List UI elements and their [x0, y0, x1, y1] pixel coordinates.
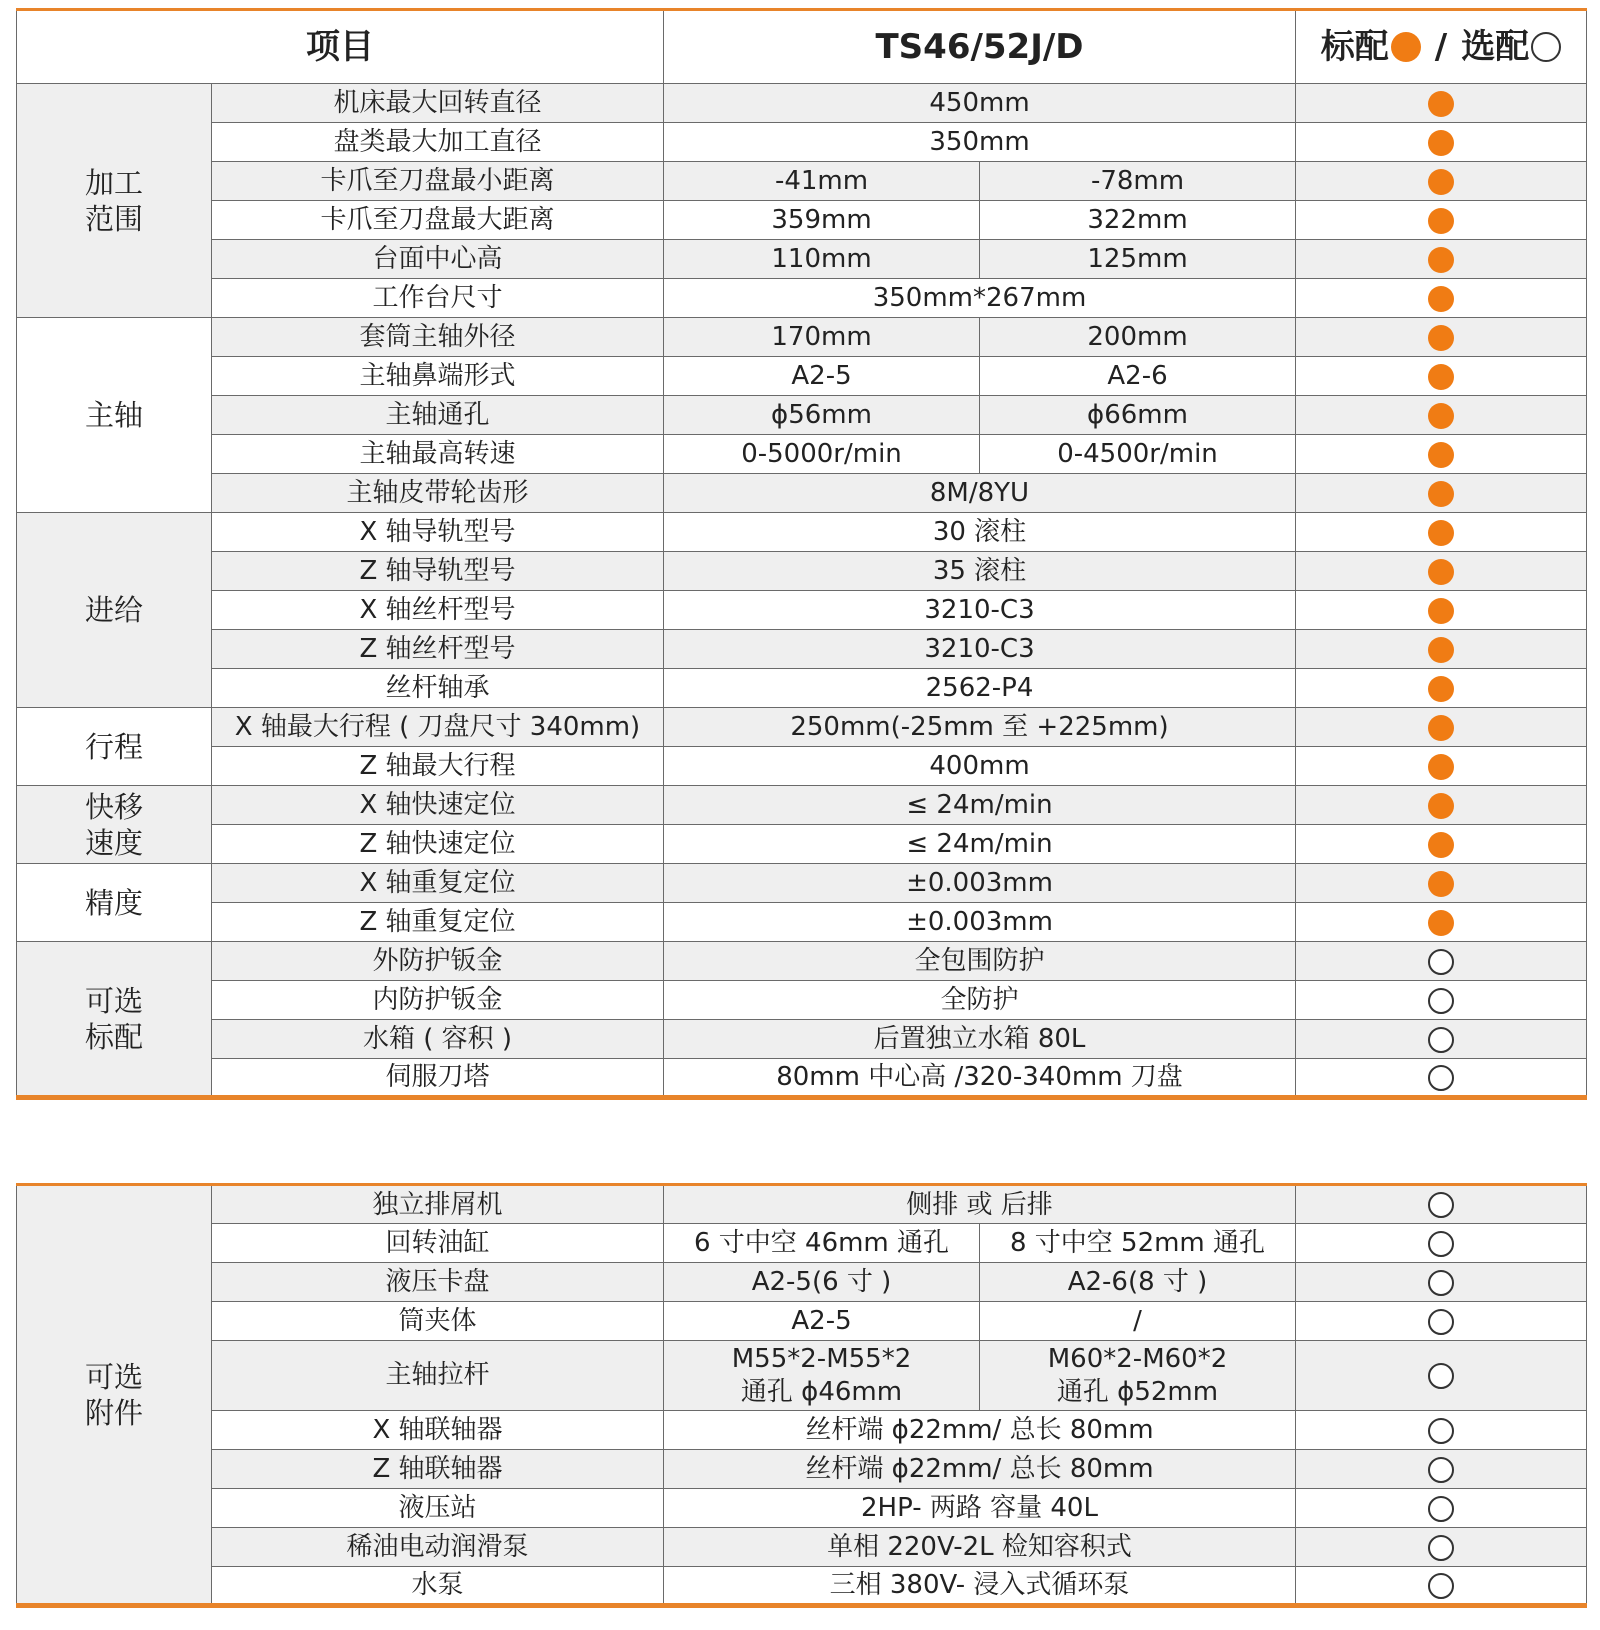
- value-cell: ±0.003mm: [664, 864, 1296, 903]
- item-cell: 水箱 ( 容积 ): [212, 1020, 664, 1059]
- table-row: [17, 630, 1587, 669]
- value-cell-52: /: [980, 1302, 1296, 1341]
- config-cell: [1296, 864, 1587, 903]
- value-cell-46: M55*2-M55*2 通孔 ϕ46mm: [664, 1341, 980, 1411]
- config-cell: [1296, 1020, 1587, 1059]
- config-cell: [1296, 591, 1587, 630]
- item-cell: X 轴丝杆型号: [212, 591, 664, 630]
- value-cell: 2HP- 两路 容量 40L: [664, 1489, 1296, 1528]
- value-cell: 丝杆端 ϕ22mm/ 总长 80mm: [664, 1411, 1296, 1450]
- item-cell: 主轴拉杆: [212, 1341, 664, 1411]
- table-row: [17, 1341, 1587, 1411]
- category-cell: 精度: [17, 864, 212, 942]
- empty-circle-icon: [1428, 1496, 1454, 1522]
- item-cell: Z 轴联轴器: [212, 1450, 664, 1489]
- table-row: [17, 435, 1587, 474]
- filled-circle-icon: [1428, 481, 1454, 507]
- empty-circle-icon: [1428, 1192, 1454, 1218]
- table-row: [17, 357, 1587, 396]
- config-cell: [1296, 357, 1587, 396]
- table-row: [17, 747, 1587, 786]
- filled-circle-icon: [1428, 91, 1454, 117]
- value-cell: 3210-C3: [664, 591, 1296, 630]
- header-item: 项目: [17, 10, 664, 84]
- config-cell: [1296, 786, 1587, 825]
- value-cell-46: -41mm: [664, 162, 980, 201]
- filled-circle-icon: [1428, 832, 1454, 858]
- value-cell-46: A2-5: [664, 357, 980, 396]
- config-cell: [1296, 396, 1587, 435]
- value-cell: 全包围防护: [664, 942, 1296, 981]
- value-cell-52: 322mm: [980, 201, 1296, 240]
- table-row: [17, 591, 1587, 630]
- config-cell: [1296, 942, 1587, 981]
- filled-circle-icon: [1428, 598, 1454, 624]
- config-cell: [1296, 513, 1587, 552]
- value-cell: 450mm: [664, 84, 1296, 123]
- empty-circle-icon: [1428, 949, 1454, 975]
- value-cell-52: 8 寸中空 52mm 通孔: [980, 1224, 1296, 1263]
- value-cell: ±0.003mm: [664, 903, 1296, 942]
- filled-circle-icon: [1428, 637, 1454, 663]
- item-cell: 盘类最大加工直径: [212, 123, 664, 162]
- value-cell-52: 0-4500r/min: [980, 435, 1296, 474]
- table-row: [17, 123, 1587, 162]
- value-cell: 3210-C3: [664, 630, 1296, 669]
- config-cell: [1296, 630, 1587, 669]
- table-row: [17, 84, 1587, 123]
- config-cell: [1296, 1528, 1587, 1567]
- value-cell-52: M60*2-M60*2 通孔 ϕ52mm: [980, 1341, 1296, 1411]
- table-row: [17, 279, 1587, 318]
- item-cell: 独立排屑机: [212, 1185, 664, 1224]
- value-cell: 250mm(-25mm 至 +225mm): [664, 708, 1296, 747]
- empty-circle-icon: [1428, 1231, 1454, 1257]
- config-cell: [1296, 1567, 1587, 1606]
- item-cell: X 轴快速定位: [212, 786, 664, 825]
- filled-circle-icon: [1428, 520, 1454, 546]
- filled-circle-icon: [1428, 286, 1454, 312]
- empty-circle-icon: [1428, 1065, 1454, 1091]
- empty-circle-icon: [1428, 1535, 1454, 1561]
- filled-circle-icon: [1428, 130, 1454, 156]
- config-cell: [1296, 1411, 1587, 1450]
- value-cell: 35 滚柱: [664, 552, 1296, 591]
- category-cell: 可选 附件: [17, 1185, 212, 1606]
- filled-circle-icon: [1428, 715, 1454, 741]
- empty-circle-icon: [1428, 1270, 1454, 1296]
- value-cell-46: 0-5000r/min: [664, 435, 980, 474]
- table-row: [17, 1528, 1587, 1567]
- value-cell-46: ϕ56mm: [664, 396, 980, 435]
- item-cell: X 轴最大行程 ( 刀盘尺寸 340mm): [212, 708, 664, 747]
- accessories-table: [16, 1183, 1587, 1608]
- item-cell: Z 轴丝杆型号: [212, 630, 664, 669]
- category-cell: 主轴: [17, 318, 212, 513]
- category-cell: 行程: [17, 708, 212, 786]
- item-cell: 主轴通孔: [212, 396, 664, 435]
- filled-circle-icon: [1428, 793, 1454, 819]
- value-cell-46: 359mm: [664, 201, 980, 240]
- table-row: [17, 825, 1587, 864]
- value-cell-46: 6 寸中空 46mm 通孔: [664, 1224, 980, 1263]
- filled-circle-icon: [1428, 442, 1454, 468]
- value-cell-46: 110mm: [664, 240, 980, 279]
- item-cell: 卡爪至刀盘最大距离: [212, 201, 664, 240]
- category-cell: 加工 范围: [17, 84, 212, 318]
- config-cell: [1296, 1224, 1587, 1263]
- table-header: [17, 10, 1587, 84]
- table-row: [17, 864, 1587, 903]
- table-row: [17, 1411, 1587, 1450]
- value-cell: ≤ 24m/min: [664, 825, 1296, 864]
- table-row: [17, 1489, 1587, 1528]
- table-row: [17, 708, 1587, 747]
- value-cell-52: A2-6: [980, 357, 1296, 396]
- item-cell: X 轴导轨型号: [212, 513, 664, 552]
- item-cell: 回转油缸: [212, 1224, 664, 1263]
- value-cell: 80mm 中心高 /320-340mm 刀盘: [664, 1059, 1296, 1098]
- filled-circle-icon: [1428, 910, 1454, 936]
- item-cell: 液压卡盘: [212, 1263, 664, 1302]
- config-cell: [1296, 1302, 1587, 1341]
- table-row: [17, 942, 1587, 981]
- category-cell: 可选 标配: [17, 942, 212, 1098]
- value-cell: 8M/8YU: [664, 474, 1296, 513]
- config-cell: [1296, 1263, 1587, 1302]
- value-cell: 三相 380V- 浸入式循环泵: [664, 1567, 1296, 1606]
- item-cell: Z 轴导轨型号: [212, 552, 664, 591]
- value-cell-46: A2-5: [664, 1302, 980, 1341]
- value-cell: 后置独立水箱 80L: [664, 1020, 1296, 1059]
- table-row: [17, 1020, 1587, 1059]
- config-cell: [1296, 669, 1587, 708]
- value-cell-52: 125mm: [980, 240, 1296, 279]
- table-row: [17, 513, 1587, 552]
- category-cell: 进给: [17, 513, 212, 708]
- table-row: [17, 1059, 1587, 1098]
- value-cell: 丝杆端 ϕ22mm/ 总长 80mm: [664, 1450, 1296, 1489]
- filled-circle-icon: [1428, 754, 1454, 780]
- filled-circle-icon: [1428, 676, 1454, 702]
- value-cell-52: 200mm: [980, 318, 1296, 357]
- empty-circle-icon: [1428, 1573, 1454, 1599]
- empty-circle-icon: [1428, 1027, 1454, 1053]
- filled-circle-icon: [1428, 364, 1454, 390]
- value-cell-46: 170mm: [664, 318, 980, 357]
- item-cell: 机床最大回转直径: [212, 84, 664, 123]
- config-cell: [1296, 552, 1587, 591]
- filled-circle-icon: [1391, 32, 1421, 62]
- header-model: TS46/52J/D: [664, 10, 1296, 84]
- config-cell: [1296, 1341, 1587, 1411]
- config-cell: [1296, 1489, 1587, 1528]
- config-cell: [1296, 123, 1587, 162]
- table-row: [17, 1302, 1587, 1341]
- config-cell: [1296, 1185, 1587, 1224]
- table-row: [17, 474, 1587, 513]
- value-cell-52: A2-6(8 寸 ): [980, 1263, 1296, 1302]
- item-cell: 筒夹体: [212, 1302, 664, 1341]
- table-row: [17, 1224, 1587, 1263]
- empty-circle-icon: [1428, 1457, 1454, 1483]
- empty-circle-icon: [1428, 1309, 1454, 1335]
- table-row: [17, 1185, 1587, 1224]
- filled-circle-icon: [1428, 325, 1454, 351]
- config-cell: [1296, 903, 1587, 942]
- item-cell: X 轴联轴器: [212, 1411, 664, 1450]
- table-row: [17, 240, 1587, 279]
- spec-table: [16, 8, 1587, 1100]
- table-row: [17, 201, 1587, 240]
- table-row: [17, 396, 1587, 435]
- item-cell: 伺服刀塔: [212, 1059, 664, 1098]
- legend-slash: /: [1434, 27, 1448, 67]
- table-row: [17, 786, 1587, 825]
- legend-opt-label: 选配: [1461, 27, 1530, 67]
- item-cell: 内防护钣金: [212, 981, 664, 1020]
- config-cell: [1296, 84, 1587, 123]
- item-cell: 水泵: [212, 1567, 664, 1606]
- config-cell: [1296, 474, 1587, 513]
- item-cell: 液压站: [212, 1489, 664, 1528]
- item-cell: 外防护钣金: [212, 942, 664, 981]
- item-cell: 丝杆轴承: [212, 669, 664, 708]
- value-cell: 全防护: [664, 981, 1296, 1020]
- value-cell: 单相 220V-2L 检知容积式: [664, 1528, 1296, 1567]
- item-cell: Z 轴重复定位: [212, 903, 664, 942]
- filled-circle-icon: [1428, 871, 1454, 897]
- config-cell: [1296, 201, 1587, 240]
- empty-circle-icon: [1428, 988, 1454, 1014]
- item-cell: Z 轴最大行程: [212, 747, 664, 786]
- config-cell: [1296, 981, 1587, 1020]
- item-cell: 卡爪至刀盘最小距离: [212, 162, 664, 201]
- config-cell: [1296, 318, 1587, 357]
- table-row: [17, 1263, 1587, 1302]
- value-cell: 350mm: [664, 123, 1296, 162]
- item-cell: 稀油电动润滑泵: [212, 1528, 664, 1567]
- value-cell: 350mm*267mm: [664, 279, 1296, 318]
- item-cell: X 轴重复定位: [212, 864, 664, 903]
- empty-circle-icon: [1531, 32, 1561, 62]
- header-legend: [1296, 10, 1587, 84]
- table-row: [17, 981, 1587, 1020]
- filled-circle-icon: [1428, 403, 1454, 429]
- table-row: [17, 162, 1587, 201]
- item-cell: 主轴鼻端形式: [212, 357, 664, 396]
- filled-circle-icon: [1428, 169, 1454, 195]
- table-row: [17, 669, 1587, 708]
- config-cell: [1296, 1450, 1587, 1489]
- table-row: [17, 1450, 1587, 1489]
- filled-circle-icon: [1428, 247, 1454, 273]
- category-cell: 快移 速度: [17, 786, 212, 864]
- value-cell-52: ϕ66mm: [980, 396, 1296, 435]
- value-cell-46: A2-5(6 寸 ): [664, 1263, 980, 1302]
- item-cell: 主轴皮带轮齿形: [212, 474, 664, 513]
- item-cell: 台面中心高: [212, 240, 664, 279]
- config-cell: [1296, 708, 1587, 747]
- config-cell: [1296, 825, 1587, 864]
- config-cell: [1296, 747, 1587, 786]
- empty-circle-icon: [1428, 1363, 1454, 1389]
- legend-std-label: 标配: [1320, 27, 1389, 67]
- config-cell: [1296, 435, 1587, 474]
- table-row: [17, 552, 1587, 591]
- item-cell: Z 轴快速定位: [212, 825, 664, 864]
- value-cell: 30 滚柱: [664, 513, 1296, 552]
- table-row: [17, 903, 1587, 942]
- filled-circle-icon: [1428, 559, 1454, 585]
- table-row: [17, 1567, 1587, 1606]
- config-cell: [1296, 162, 1587, 201]
- value-cell: 400mm: [664, 747, 1296, 786]
- value-cell: 2562-P4: [664, 669, 1296, 708]
- item-cell: 套筒主轴外径: [212, 318, 664, 357]
- value-cell: 侧排 或 后排: [664, 1185, 1296, 1224]
- value-cell: ≤ 24m/min: [664, 786, 1296, 825]
- config-cell: [1296, 240, 1587, 279]
- table-row: [17, 318, 1587, 357]
- empty-circle-icon: [1428, 1418, 1454, 1444]
- config-cell: [1296, 279, 1587, 318]
- item-cell: 工作台尺寸: [212, 279, 664, 318]
- value-cell-52: -78mm: [980, 162, 1296, 201]
- item-cell: 主轴最高转速: [212, 435, 664, 474]
- config-cell: [1296, 1059, 1587, 1098]
- filled-circle-icon: [1428, 208, 1454, 234]
